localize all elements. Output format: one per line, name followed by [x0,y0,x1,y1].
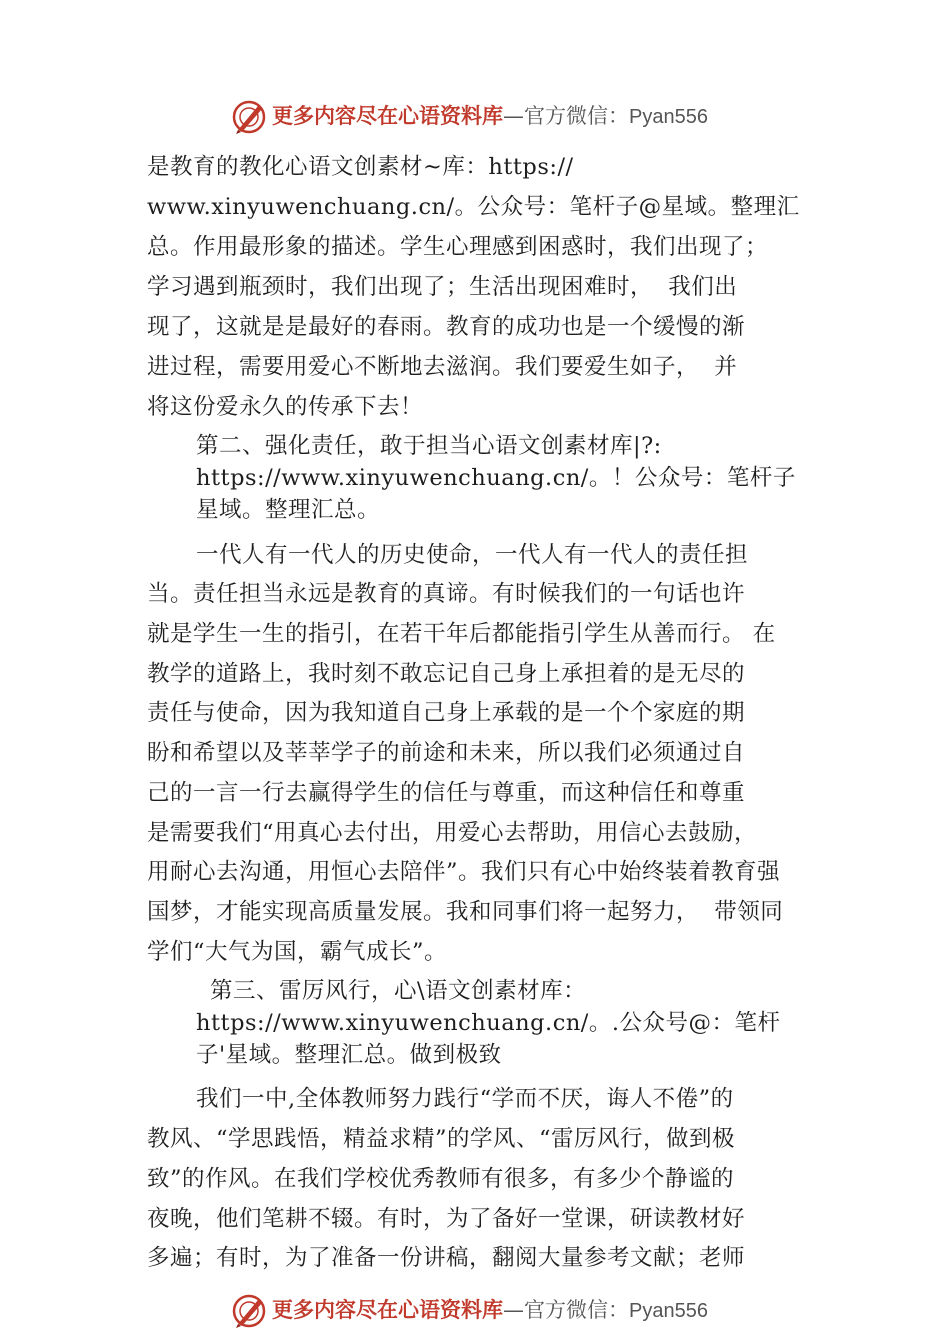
text-line: 是需要我们“用真心去付出，用爱心去帮助，用信心去鼓励， [147,820,758,846]
section-heading-line: 星域。整理汇总。 [196,497,381,523]
text-line: 将这份爱永久的传承下去！ [147,394,424,420]
text-line: 夜晚，他们笔耕不辍。有时，为了备好一堂课，研读教材好 [147,1206,746,1232]
header-banner [0,96,950,136]
pen-circle-icon [232,100,266,134]
text-line: 是教育的教化心语文创素材~库：https:// [147,154,574,180]
text-line: 用耐心去沟通，用恒心去陪伴”。我们只有心中始终装着教育强 [147,859,781,885]
banner-dash: — [503,1298,524,1322]
text-line: 总。作用最形象的描述。学生心理感到困惑时，我们出现了； [147,234,769,260]
text-line: 就是学生一生的指引，在若干年后都能指引学生从善而行。 在 [147,621,776,647]
banner-title: 更多内容尽在心语资料库 [272,103,503,128]
text-line: 学们“大气为国，霸气成长”。 [147,939,448,965]
text-line: 国梦，才能实现高质量发展。我和同事们将一起努力， 带领同 [147,899,784,925]
text-line: 当。责任担当永远是教育的真谛。有时候我们的一句话也许 [147,581,746,607]
banner-dash: — [503,104,524,128]
text-line: 我们一中,全体教师努力践行“学而不厌，诲人不倦”的 [196,1086,734,1112]
section-heading-line: https://www.xinyuwenchuang.cn/。.公众号@：笔杆 [196,1010,781,1036]
text-line: 现了，这就是是最好的春雨。教育的成功也是一个缓慢的渐 [147,314,746,340]
banner-wechat-label: 官方微信： [524,104,629,128]
banner-text [272,102,708,131]
text-line: 学习遇到瓶颈时，我们出现了；生活出现困难时， 我们出 [147,274,738,300]
text-line: 一代人有一代人的历史使命，一代人有一代人的责任担 [196,542,749,568]
text-line: 盼和希望以及莘莘学子的前途和未来，所以我们必须通过自 [147,740,746,766]
text-line: 多遍；有时，为了准备一份讲稿，翻阅大量参考文献；老师 [147,1245,746,1271]
section-heading-line: 第二、强化责任，敢于担当心语文创素材库|?: [196,433,662,459]
banner-text [272,1296,708,1325]
section-heading-line: https://www.xinyuwenchuang.cn/。！公众号：笔杆子 [196,465,796,491]
text-line: 教风、“学思践悟，精益求精”的学风、“雷厉风行，做到极 [147,1126,736,1152]
text-line: www.xinyuwenchuang.cn/。公众号：笔杆子@星域。整理汇 [147,194,800,220]
footer-banner [0,1290,950,1330]
text-line: 己的一言一行去赢得学生的信任与尊重，而这种信任和尊重 [147,780,746,806]
banner-wechat-id: Pyan556 [629,1300,708,1322]
banner-title: 更多内容尽在心语资料库 [272,1297,503,1322]
text-line: 责任与使命，因为我知道自己身上承载的是一个个家庭的期 [147,700,746,726]
pen-circle-icon [232,1294,266,1328]
section-heading-line: 第三、雷厉风行，心\语文创素材库： [210,978,587,1004]
text-line: 进过程，需要用爱心不断地去滋润。我们要爱生如子， 并 [147,354,738,380]
banner-wechat-id: Pyan556 [629,106,708,128]
section-heading-line: 子'星域。整理汇总。做到极致 [196,1042,502,1068]
text-line: 致”的作风。在我们学校优秀教师有很多，有多少个静谧的 [147,1166,735,1192]
text-line: 教学的道路上，我时刻不敢忘记自己身上承担着的是无尽的 [147,661,746,687]
banner-wechat-label: 官方微信： [524,1298,629,1322]
